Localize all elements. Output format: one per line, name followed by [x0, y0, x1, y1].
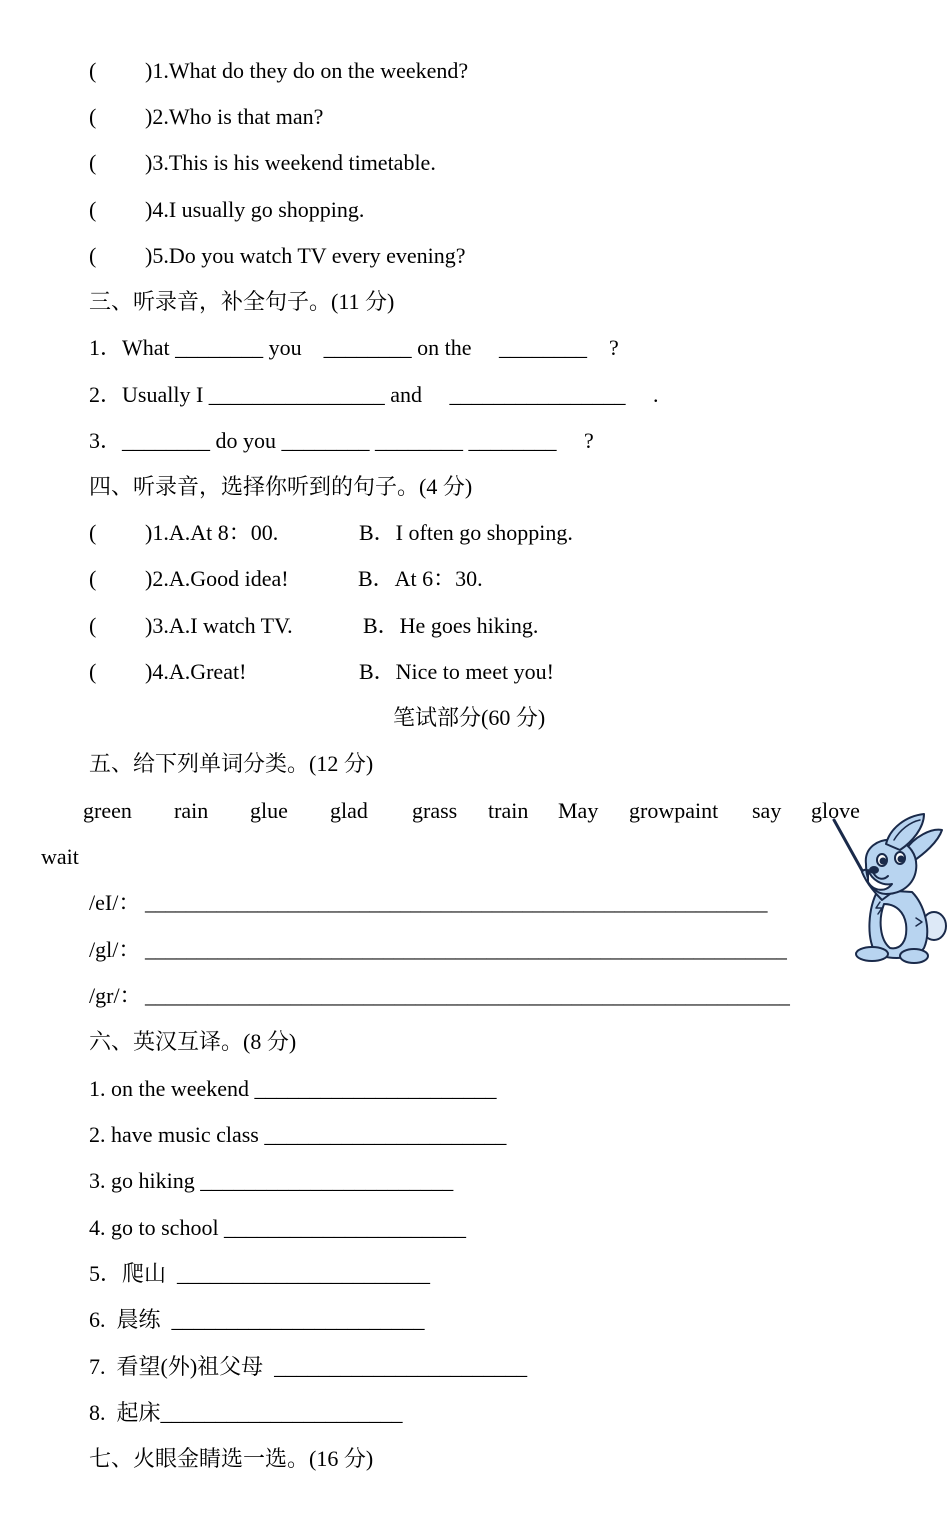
- option-b: B．At 6：30.: [358, 566, 483, 591]
- fill-in-sentence: 1．What ________ you ________ on the ________ ?: [89, 335, 619, 360]
- section-heading: 三、听录音，补全句子。(11 分): [89, 289, 395, 314]
- question-item: )4.I usually go shopping.: [145, 197, 365, 222]
- section-heading: 七、火眼金睛选一选。(16 分): [89, 1446, 374, 1471]
- question-item: )1.What do they do on the weekend?: [145, 58, 469, 83]
- option-b: B．He goes hiking.: [363, 613, 539, 638]
- word: May: [558, 798, 599, 823]
- paren-open: (: [89, 520, 97, 545]
- word: grass: [412, 798, 458, 823]
- question-item: )2.Who is that man?: [145, 104, 324, 129]
- translation-item: 6. 晨练 _______________________: [89, 1307, 425, 1332]
- fill-in-sentence: 3．________ do you ________ ________ ________ ?: [89, 428, 594, 453]
- word: glad: [330, 798, 368, 823]
- paren-open: (: [89, 150, 97, 175]
- word: green: [83, 798, 132, 823]
- translation-item: 1. on the weekend ______________________: [89, 1076, 497, 1101]
- answer-blank: ______________________________________________________________: [145, 984, 790, 1008]
- phonetic-label: /gr/：: [89, 983, 142, 1008]
- fill-in-sentence: 2．Usually I ________________ and ________________ .: [89, 382, 659, 407]
- option-a: )3.A.I watch TV.: [145, 613, 293, 638]
- section-heading: 四、听录音，选择你听到的句子。(4 分): [89, 474, 473, 499]
- paren-open: (: [89, 613, 97, 638]
- translation-item: 3. go hiking _______________________: [89, 1168, 454, 1193]
- question-item: )3.This is his weekend timetable.: [145, 150, 436, 175]
- part-title: 笔试部分(60 分): [393, 705, 546, 730]
- paren-open: (: [89, 243, 97, 268]
- phonetic-label: /eI/：: [89, 890, 141, 915]
- question-item: )5.Do you watch TV every evening?: [145, 243, 466, 268]
- section-heading: 五、给下列单词分类。(12 分): [89, 751, 374, 776]
- answer-blank: ______________________________________________________________: [145, 938, 787, 962]
- paren-open: (: [89, 659, 97, 684]
- word: train: [488, 798, 529, 823]
- translation-item: 7. 看望(外)祖父母 _______________________: [89, 1354, 528, 1379]
- word: rain: [174, 798, 209, 823]
- translation-item: 2. have music class ______________________: [89, 1122, 507, 1147]
- pointer-stick: [834, 820, 864, 874]
- translation-item: 5．爬山 _______________________: [89, 1261, 431, 1286]
- word: growpaint: [629, 798, 719, 823]
- option-b: B．Nice to meet you!: [359, 659, 554, 684]
- phonetic-label: /gl/：: [89, 937, 141, 962]
- answer-blank: _____________________________________________________________: [145, 891, 768, 915]
- word: wait: [41, 844, 79, 869]
- option-a: )1.A.At 8：00.: [145, 520, 279, 545]
- paren-open: (: [89, 197, 97, 222]
- paren-open: (: [89, 566, 97, 591]
- option-a: )2.A.Good idea!: [145, 566, 289, 591]
- word: glove: [811, 798, 860, 823]
- paren-open: (: [89, 104, 97, 129]
- word: say: [752, 798, 782, 823]
- option-a: )4.A.Great!: [145, 659, 247, 684]
- option-b: B．I often go shopping.: [359, 520, 573, 545]
- word: glue: [250, 798, 288, 823]
- paren-open: (: [89, 58, 97, 83]
- translation-item: 8. 起床______________________: [89, 1400, 403, 1425]
- translation-item: 4. go to school ______________________: [89, 1215, 467, 1240]
- rabbit-illustration: [820, 808, 950, 968]
- section-heading: 六、英汉互译。(8 分): [89, 1029, 297, 1054]
